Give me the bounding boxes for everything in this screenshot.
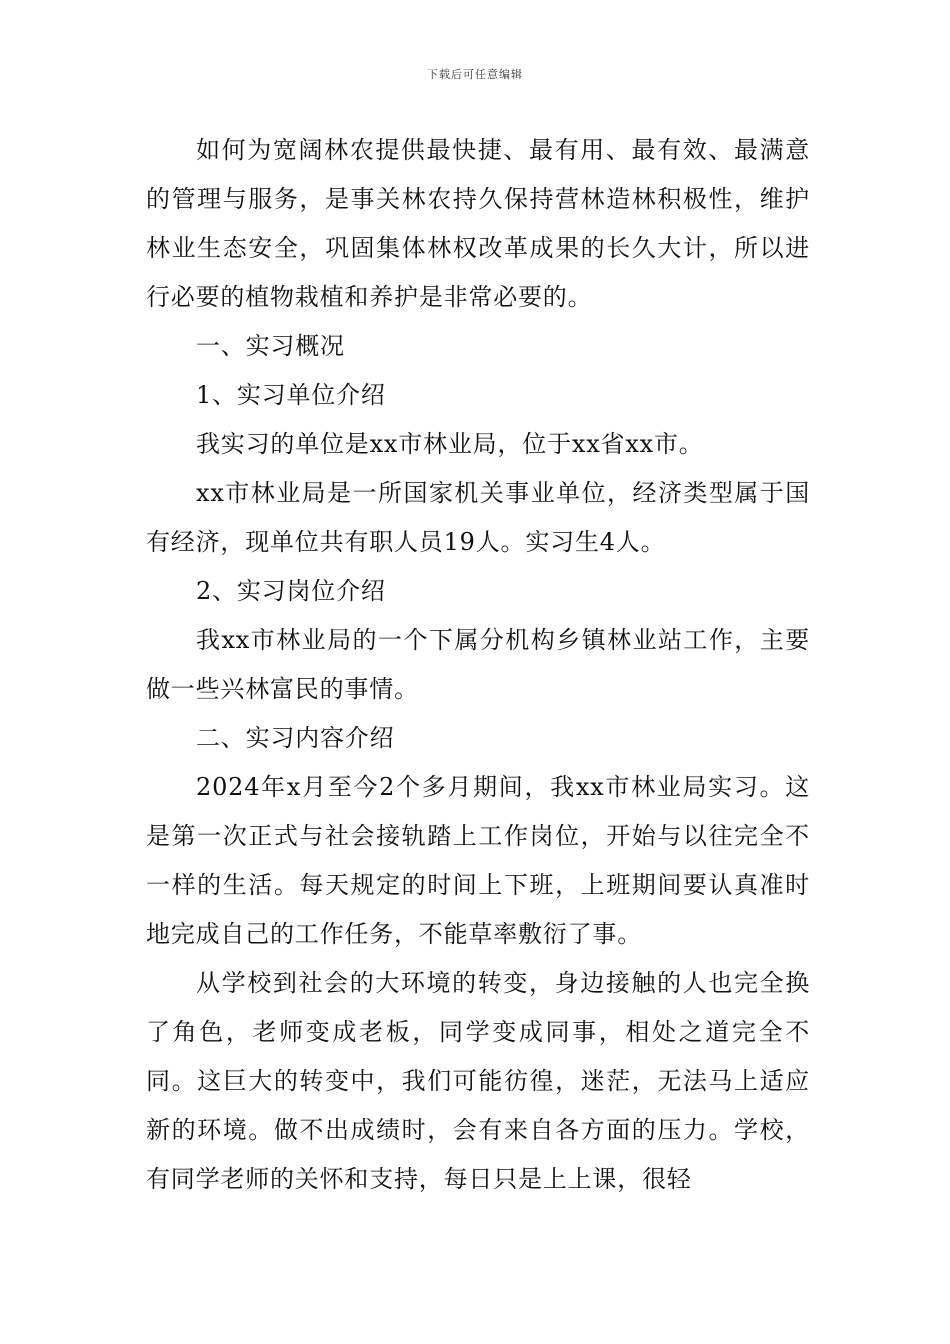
paragraph-position-details: 我xx市林业局的一个下属分机构乡镇林业站工作，主要做一些兴林富民的事情。	[146, 626, 810, 703]
heading-content-intro: 二、实习内容介绍	[196, 724, 395, 752]
paragraph-internship-period: 2024年x月至今2个多月期间，我xx市林业局实习。这是第一次正式与社会接轨踏上工作岗位，开始与以往完全不一样的生活。每天规定的时间上下班，上班期间要认真准时地完成自己的工作任务，不能草率敷衍了事。	[146, 773, 810, 948]
paragraph-transition: 从学校到社会的大环境的转变，身边接触的人也完全换了角色，老师变成老板，同学变成同事，相处之道完全不同。这巨大的转变中，我们可能彷徨，迷茫，无法马上适应新的环境。做不出成绩时，会有来自各方面的压力。学校，有同学老师的关怀和支持，每日只是上上课，很轻	[146, 969, 810, 1193]
heading-position-intro: 2、实习岗位介绍	[196, 577, 386, 605]
header-note: 下载后可任意编辑	[427, 68, 523, 81]
paragraph-unit-location: 我实习的单位是xx市林业局，位于xx省xx市。	[196, 430, 704, 458]
heading-overview: 一、实习概况	[196, 332, 345, 360]
document-body	[146, 126, 810, 1204]
heading-unit-intro: 1、实习单位介绍	[196, 381, 386, 409]
paragraph-unit-details: xx市林业局是一所国家机关事业单位，经济类型属于国有经济，现单位共有职人员19人。实习生4人。	[146, 479, 810, 556]
paragraph-intro: 如何为宽阔林农提供最快捷、最有用、最有效、最满意的管理与服务，是事关林农持久保持营林造林积极性，维护林业生态安全，巩固集体林权改革成果的长久大计，所以进行必要的植物栽植和养护是非常必要的。	[146, 136, 810, 311]
